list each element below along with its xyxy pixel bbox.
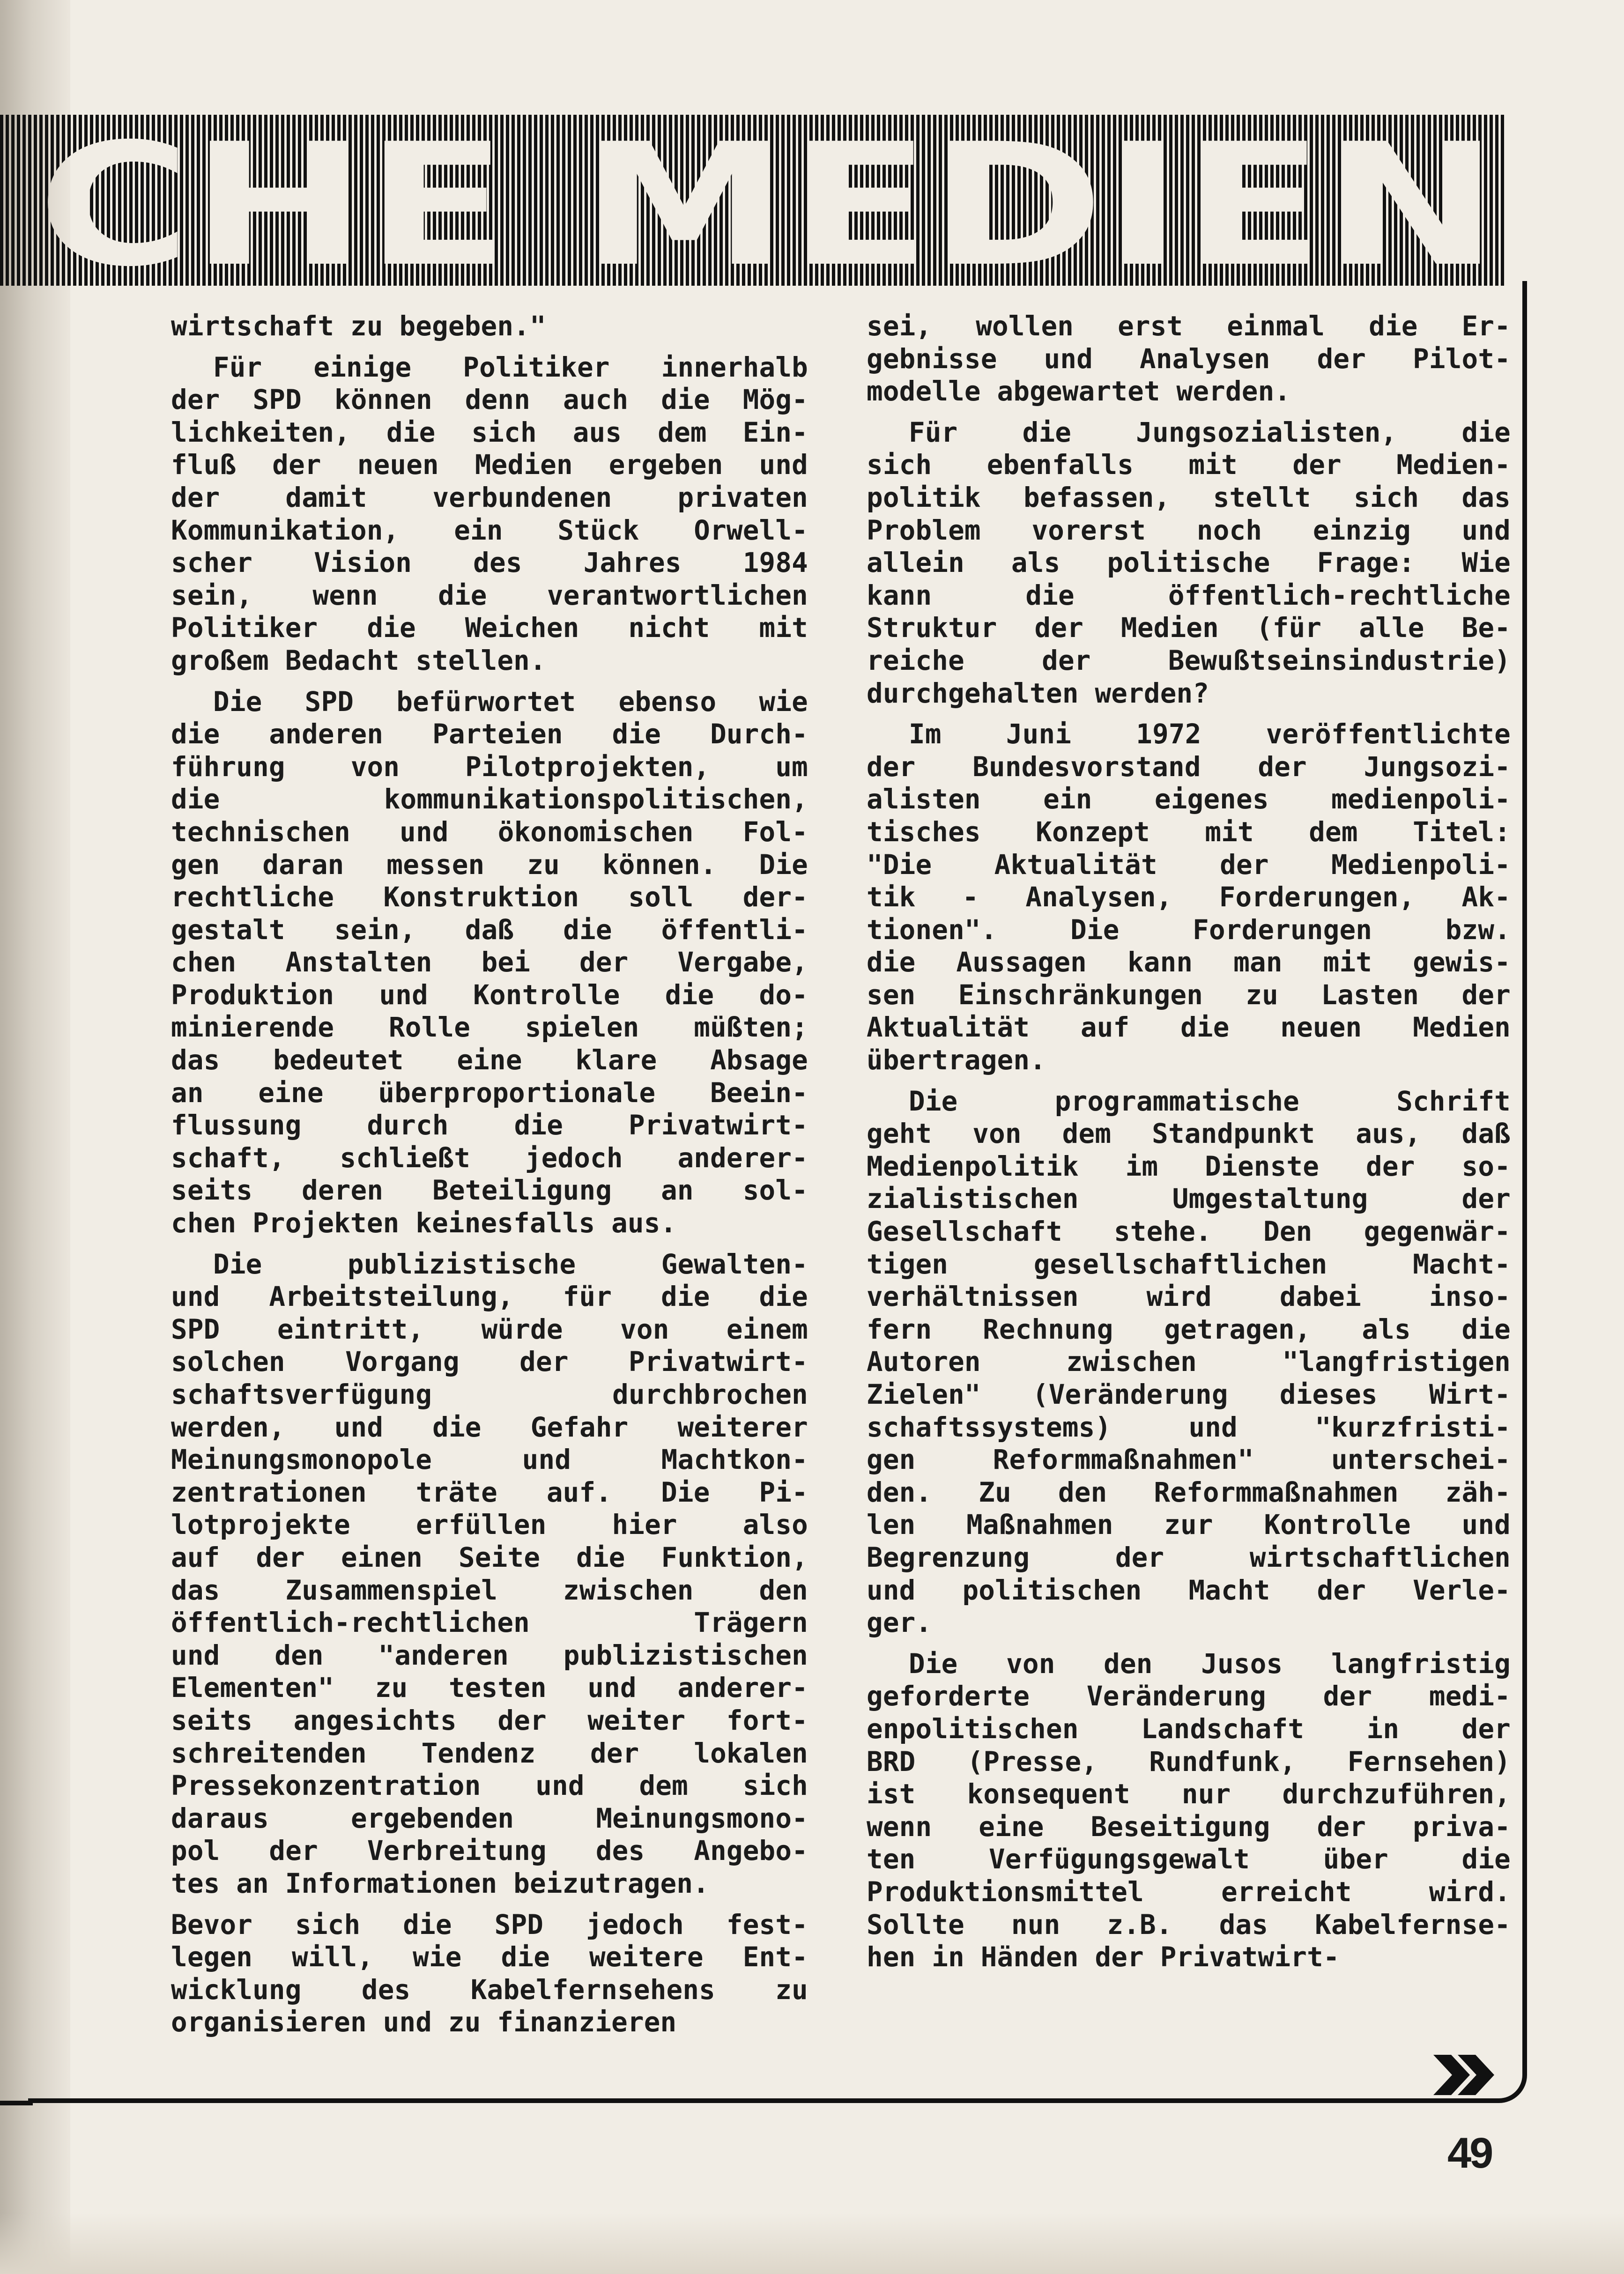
text-line: die anderen Parteien die Durch-	[171, 718, 808, 750]
paragraph	[171, 351, 808, 677]
text-line: und Arbeitsteilung, für die die	[171, 1281, 808, 1313]
text-line: Aktualität auf die neuen Medien	[867, 1012, 1511, 1044]
text-line: Begrenzung der wirtschaftlichen	[867, 1541, 1511, 1573]
text-line: geht von dem Standpunkt aus, daß	[867, 1118, 1511, 1150]
text-line: und den "anderen publizistischen	[171, 1639, 808, 1671]
text-line: seits angesichts der weiter fort-	[171, 1704, 808, 1736]
text-line: allein als politische Frage: Wie	[867, 547, 1511, 579]
text-line: durchgehalten werden?	[867, 677, 1209, 709]
text-line: tik - Analysen, Forderungen, Ak-	[867, 881, 1511, 913]
text-line: Pressekonzentration und dem sich	[171, 1770, 808, 1802]
paragraph	[171, 1909, 808, 2039]
paragraph	[171, 686, 808, 1240]
banner-graphic	[0, 115, 1506, 286]
text-line: der Bundesvorstand der Jungsozi-	[867, 751, 1511, 783]
text-line: reiche der Bewußtseinsindustrie)	[867, 644, 1511, 676]
text-line: das Zusammenspiel zwischen den	[171, 1574, 808, 1606]
text-line: Meinungsmonopole und Machtkon-	[171, 1444, 808, 1476]
page-number: 49	[1447, 2129, 1492, 2177]
text-line: sen Einschränkungen zu Lasten der	[867, 979, 1511, 1011]
text-line: Die von den Jusos langfristig	[909, 1648, 1511, 1680]
text-line: Die programmatische Schrift	[909, 1085, 1511, 1117]
text-line: "Die Aktualität der Medienpoli-	[867, 849, 1511, 881]
text-line: führung von Pilotprojekten, um	[171, 751, 808, 783]
text-line: wenn eine Beseitigung der priva-	[867, 1811, 1511, 1843]
text-line: flussung durch die Privatwirt-	[171, 1110, 808, 1141]
text-line: rechtliche Konstruktion soll der-	[171, 881, 808, 913]
text-line: Gesellschaft stehe. Den gegenwär-	[867, 1216, 1511, 1248]
text-line: ten Verfügungsgewalt über die	[867, 1844, 1511, 1875]
text-line: wicklung des Kabelfernsehens zu	[171, 1974, 808, 2006]
text-line: kann die öffentlich-rechtliche	[867, 579, 1511, 611]
text-line: Zielen" (Veränderung dieses Wirt-	[867, 1379, 1511, 1410]
article-column-left	[171, 310, 808, 2039]
text-line: gebnisse und Analysen der Pilot-	[867, 343, 1511, 375]
text-line: öffentlich-rechtlichen Trägern	[171, 1607, 808, 1639]
text-line: schreitenden Tendenz der lokalen	[171, 1737, 808, 1769]
text-line: großem Bedacht stellen.	[171, 644, 546, 676]
text-line: Die SPD befürwortet ebenso wie	[213, 686, 808, 718]
text-line: tigen gesellschaftlichen Macht-	[867, 1248, 1511, 1280]
text-line: Problem vorerst noch einzig und	[867, 514, 1511, 546]
text-line: lotprojekte erfüllen hier also	[171, 1509, 808, 1541]
text-line: Autoren zwischen "langfristigen	[867, 1346, 1511, 1378]
banner-stripes	[0, 115, 1506, 286]
text-line: tisches Konzept mit dem Titel:	[867, 816, 1511, 848]
text-line: Produktion und Kontrolle die do-	[171, 979, 808, 1011]
text-line: legen will, wie die weitere Ent-	[171, 1941, 808, 1973]
text-line: technischen und ökonomischen Fol-	[171, 816, 808, 848]
headline-banner	[0, 115, 1506, 286]
text-line: zialistischen Umgestaltung der	[867, 1183, 1511, 1215]
paragraph	[171, 310, 808, 343]
text-line: der SPD können denn auch die Mög-	[171, 384, 808, 416]
text-line: Politiker die Weichen nicht mit	[171, 612, 808, 644]
text-line: Sollte nun z.B. das Kabelfernse-	[867, 1909, 1511, 1941]
text-line: wirtschaft zu begeben."	[171, 311, 546, 342]
text-line: politik befassen, stellt sich das	[867, 481, 1511, 513]
text-line: schaftssystems) und "kurzfristi-	[867, 1411, 1511, 1443]
text-line: minierende Rolle spielen müßten;	[171, 1012, 808, 1044]
text-line: tes an Informationen beizutragen.	[171, 1867, 709, 1899]
text-line: fern Rechnung getragen, als die	[867, 1313, 1511, 1345]
text-line: BRD (Presse, Rundfunk, Fernsehen)	[867, 1746, 1511, 1778]
paragraph	[867, 416, 1511, 710]
article-column-right	[867, 310, 1511, 1974]
text-line: Struktur der Medien (für alle Be-	[867, 612, 1511, 644]
text-line: Medienpolitik im Dienste der so-	[867, 1150, 1511, 1182]
text-line: SPD eintritt, würde von einem	[171, 1313, 808, 1345]
text-line: zentrationen träte auf. Die Pi-	[171, 1476, 808, 1508]
text-line: hen in Händen der Privatwirt-	[867, 1941, 1340, 1973]
text-line: Produktionsmittel erreicht wird.	[867, 1876, 1511, 1908]
text-line: auf der einen Seite die Funktion,	[171, 1541, 808, 1573]
text-line: chen Anstalten bei der Vergabe,	[171, 947, 808, 978]
text-line: schaft, schließt jedoch anderer-	[171, 1142, 808, 1174]
paragraph	[867, 718, 1511, 1077]
text-line: an eine überproportionale Beein-	[171, 1077, 808, 1109]
paragraph	[867, 1085, 1511, 1639]
text-line: der damit verbundenen privaten	[171, 481, 808, 513]
text-line: geforderte Veränderung der medi-	[867, 1681, 1511, 1712]
page-bottom-edge	[0, 2213, 1624, 2274]
paragraph	[867, 1648, 1511, 1974]
text-line: scher Vision des Jahres 1984	[171, 547, 808, 579]
paragraph	[867, 310, 1511, 408]
text-line: werden, und die Gefahr weiterer	[171, 1411, 808, 1443]
text-line: sich ebenfalls mit der Medien-	[867, 449, 1511, 481]
text-line: gen daran messen zu können. Die	[171, 849, 808, 881]
text-line: ist konsequent nur durchzuführen,	[867, 1778, 1511, 1810]
text-line: verhältnissen wird dabei inso-	[867, 1281, 1511, 1313]
text-line: Im Juni 1972 veröffentlichte	[909, 718, 1511, 750]
text-line: übertragen.	[867, 1044, 1046, 1076]
text-line: pol der Verbreitung des Angebo-	[171, 1835, 808, 1867]
text-line: Kommunikation, ein Stück Orwell-	[171, 514, 808, 546]
text-line: modelle abgewartet werden.	[867, 376, 1291, 407]
text-line: Bevor sich die SPD jedoch fest-	[171, 1909, 808, 1941]
text-line: daraus ergebenden Meinungsmono-	[171, 1802, 808, 1834]
text-line: chen Projekten keinesfalls aus.	[171, 1207, 677, 1239]
text-line: fluß der neuen Medien ergeben und	[171, 449, 808, 481]
text-line: Elementen" zu testen und anderer-	[171, 1672, 808, 1704]
text-line: solchen Vorgang der Privatwirt-	[171, 1346, 808, 1378]
text-line: die Aussagen kann man mit gewis-	[867, 947, 1511, 978]
text-line: len Maßnahmen zur Kontrolle und	[867, 1509, 1511, 1541]
text-line: lichkeiten, die sich aus dem Ein-	[171, 416, 808, 448]
text-line: alisten ein eigenes medienpoli-	[867, 784, 1511, 815]
text-line: den. Zu den Reformmaßnahmen zäh-	[867, 1476, 1511, 1508]
text-line: gestalt sein, daß die öffentli-	[171, 914, 808, 946]
text-line: Die publizistische Gewalten-	[213, 1248, 808, 1280]
text-line: organisieren und zu finanzieren	[171, 2007, 677, 2038]
text-line: und politischen Macht der Verle-	[867, 1574, 1511, 1606]
text-line: ger.	[867, 1607, 932, 1639]
paragraph	[171, 1248, 808, 1900]
text-line: Für einige Politiker innerhalb	[213, 351, 808, 383]
text-line: seits deren Beteiligung an sol-	[171, 1175, 808, 1207]
text-line: schaftsverfügung durchbrochen	[171, 1379, 808, 1410]
text-line: die kommunikationspolitischen,	[171, 784, 808, 815]
text-line: sei, wollen erst einmal die Er-	[867, 311, 1511, 342]
text-line: sein, wenn die verantwortlichen	[171, 579, 808, 611]
frame-rule-left	[0, 2101, 33, 2105]
text-line: gen Reformmaßnahmen" unterschei-	[867, 1444, 1511, 1476]
text-line: tionen". Die Forderungen bzw.	[867, 914, 1511, 946]
text-line: Für die Jungsozialisten, die	[909, 416, 1511, 448]
text-line: das bedeutet eine klare Absage	[171, 1044, 808, 1076]
double-arrow-right-icon	[1433, 2054, 1499, 2096]
text-line: enpolitischen Landschaft in der	[867, 1713, 1511, 1745]
